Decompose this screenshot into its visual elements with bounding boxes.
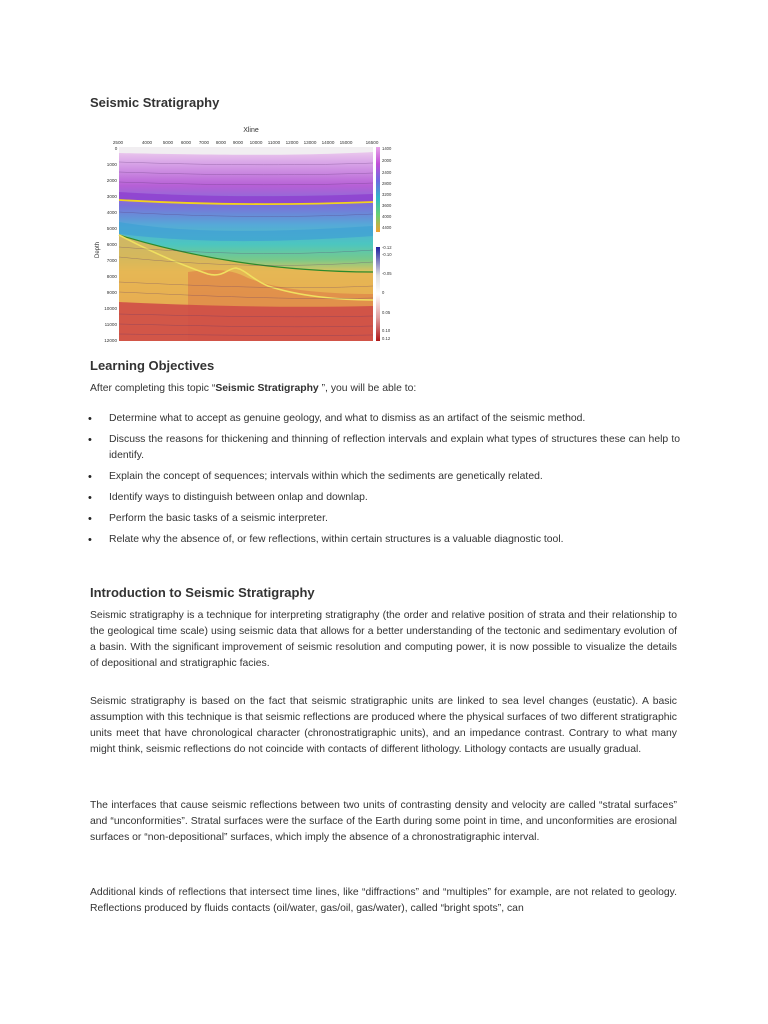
svg-text:-0.10: -0.10 [382,252,392,257]
svg-text:2400: 2400 [382,170,392,175]
svg-text:15000: 15000 [339,140,353,145]
objective-item: • Discuss the reasons for thickening and thinning of reflection intervals and explain what types of structures these can help to identify. [90,432,680,464]
amplitude-colorbar [376,247,380,341]
svg-text:16500: 16500 [365,140,379,145]
svg-text:5000: 5000 [162,140,174,145]
objectives-intro: After completing this topic “Seismic Stratigraphy ”, you will be able to: [90,383,417,394]
svg-text:7000: 7000 [198,140,210,145]
learning-objectives-heading: Learning Objectives [90,358,215,373]
svg-text:2000: 2000 [106,178,117,183]
svg-text:-0.05: -0.05 [382,271,392,276]
svg-text:11000: 11000 [104,322,117,327]
objectives-list [90,411,680,553]
svg-text:0.10: 0.10 [382,328,391,333]
svg-text:1000: 1000 [106,162,117,167]
velocity-colorbar [376,147,380,232]
svg-text:0.12: 0.12 [382,336,391,341]
svg-text:4400: 4400 [382,225,392,230]
svg-text:8000: 8000 [106,274,117,279]
seismic-section [119,147,373,341]
intro-paragraph-2: Seismic stratigraphy is based on the fact that seismic stratigraphic units are linked to sea level changes (eustatic). A basic assumption with this technique is that seismic reflections are produced where the physical surfaces of two different stratigraphic units meet that have chronological character (chronostratigraphic units), and an impedance contrast. Contrary to what many might think, seismic reflections do not coincide with contacts of different lithology. Lithology contacts are usually gradual. [90,696,677,755]
svg-text:2000: 2000 [382,158,392,163]
svg-text:0: 0 [382,290,385,295]
seismic-figure [88,122,392,344]
svg-text:10000: 10000 [249,140,263,145]
introduction-heading: Introduction to Seismic Stratigraphy [90,585,315,600]
objective-item: • Determine what to accept as genuine geology, and what to dismiss as an artifact of the seismic method. [90,411,680,427]
svg-text:2800: 2800 [382,181,392,186]
svg-text:12000: 12000 [104,338,117,343]
svg-text:4000: 4000 [141,140,153,145]
intro-paragraph-4: Additional kinds of reflections that intersect time lines, like “diffractions” and “multiples” for example, are not related to geology. Reflections produced by fluids contacts (oil/water, gas/oil, gas/water), called “bright spots”, can [90,887,677,914]
svg-text:-0.12: -0.12 [382,245,392,250]
svg-text:3000: 3000 [106,194,117,199]
svg-text:4000: 4000 [382,214,392,219]
page-title: Seismic Stratigraphy [90,95,220,110]
svg-text:2500: 2500 [112,140,124,145]
svg-text:0.05: 0.05 [382,310,391,315]
objective-item: • Relate why the absence of, or few reflections, within certain structures is a valuable diagnostic tool. [90,532,680,548]
xline-label: Xline [243,127,259,134]
svg-text:0: 0 [114,146,118,151]
svg-text:1400: 1400 [382,146,392,151]
svg-text:8000: 8000 [215,140,227,145]
svg-text:11000: 11000 [267,140,281,145]
svg-text:13000: 13000 [303,140,317,145]
svg-text:3600: 3600 [382,203,392,208]
velocity-tick-labels [382,146,392,230]
svg-text:6000: 6000 [106,242,117,247]
objective-item: • Identify ways to distinguish between onlap and downlap. [90,490,680,506]
seismic-section-image [88,122,392,344]
objective-item: • Explain the concept of sequences; intervals within which the sediments are genetically related. [90,469,680,485]
amplitude-tick-labels [382,245,392,341]
svg-text:9000: 9000 [106,290,117,295]
svg-text:4000: 4000 [106,210,117,215]
svg-text:14000: 14000 [321,140,335,145]
svg-text:7000: 7000 [106,258,117,263]
objective-item: • Perform the basic tasks of a seismic interpreter. [90,511,680,527]
svg-text:6000: 6000 [180,140,192,145]
svg-text:5000: 5000 [106,226,117,231]
intro-paragraph-1: Seismic stratigraphy is a technique for interpreting stratigraphy (the order and relative position of strata and their relationship to the geological time scale) using seismic data that allows for a better understanding of the tectonic and sedimentary evolution of a basin. With the significant improvement of seismic resolution and computing power, it is now possible to visualize the details of depositional and stratigraphic facies. [90,610,677,669]
y-tick-labels [104,162,117,343]
svg-text:9000: 9000 [232,140,244,145]
svg-text:3200: 3200 [382,192,392,197]
depth-label: Depth [95,241,101,259]
intro-paragraph-3: The interfaces that cause seismic reflections between two units of contrasting density and velocity are called “stratal surfaces” and “unconformities”. Stratal surfaces were the surface of the Earth during some point in time, and unconformities are erosional surfaces or “non-depositional” surfaces, which imply the absence of a chronostratigraphic interval. [90,800,677,843]
svg-text:10000: 10000 [104,306,117,311]
svg-text:12000: 12000 [285,140,299,145]
